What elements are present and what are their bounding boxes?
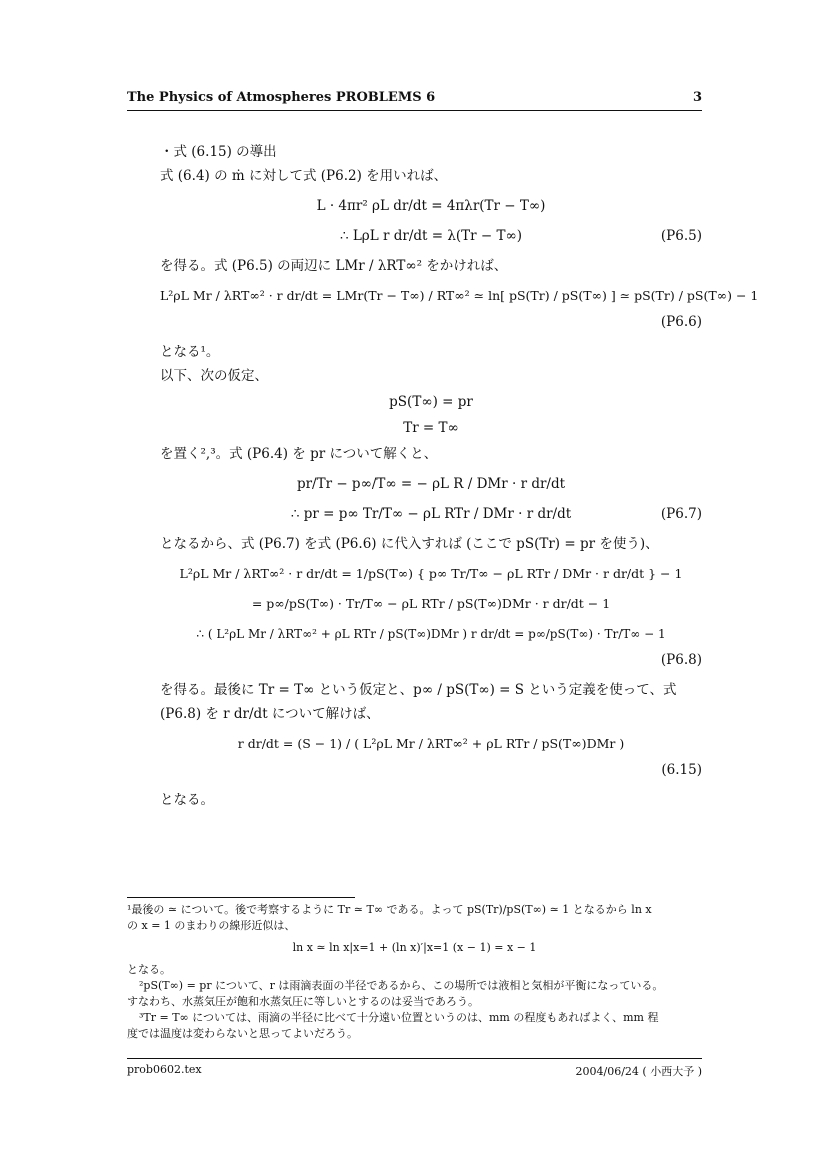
footnote-rule	[127, 897, 355, 898]
equation-number-row	[160, 310, 702, 334]
equation	[160, 472, 702, 496]
equation-text: = p∞/pS(T∞) · Tr/T∞ − ρL RTr / pS(T∞)DMr · r dr/dt − 1	[251, 596, 611, 611]
footnote-line: ³Tr = T∞ については、雨滴の半径に比べて十分遠い位置というのは、mm の程度もあればよく、mm 程	[139, 1011, 659, 1024]
paragraph: を得る。最後に Tr = T∞ という仮定と、p∞ / pS(T∞) = S という定義を使って、式	[160, 682, 677, 698]
paragraph: となる。	[160, 792, 214, 808]
page-number: 3	[692, 90, 702, 105]
footer-rule	[127, 1058, 702, 1059]
equation-text: L²ρL Mr / λRT∞² · r dr/dt = LMr(Tr − T∞) / RT∞² ≃ ln[ pS(Tr) / pS(T∞) ] ≃ pS(Tr) / pS(T∞) − 1	[160, 288, 759, 303]
paragraph: (P6.8) を r dr/dt について解けば、	[160, 706, 380, 722]
equation-number: (P6.7)	[660, 506, 702, 522]
equation	[160, 732, 702, 756]
footnote-line: 度では温度は変わらないと思ってよいだろう。	[127, 1027, 358, 1040]
footnote-line: となる。	[127, 963, 171, 976]
equation-number: (P6.5)	[660, 228, 702, 244]
equation-number-row	[160, 648, 702, 672]
equation-text: L · 4πr² ρL dr/dt = 4πλr(Tr − T∞)	[316, 198, 546, 214]
running-title: The Physics of Atmospheres PROBLEMS 6	[127, 90, 436, 105]
footnotes	[127, 902, 702, 1042]
equation	[160, 622, 702, 646]
date-author: 2004/06/24 ( 小西大予 )	[575, 1065, 702, 1078]
equation-text: ∴ pr = p∞ Tr/T∞ − ρL RTr / DMr · r dr/dt	[290, 506, 572, 522]
equation	[160, 284, 759, 308]
equation-text: r dr/dt = (S − 1) / ( L²ρL Mr / λRT∞² + ρL RTr / pS(T∞)DMr )	[237, 736, 625, 751]
header-rule	[127, 110, 702, 111]
footnote-line: ¹最後の ≃ について。後で考察するように Tr ≃ T∞ である。よって pS(Tr)/pS(T∞) ≃ 1 となるから ln x	[127, 903, 652, 916]
equation-text: L²ρL Mr / λRT∞² · r dr/dt = 1/pS(T∞) { p∞ Tr/T∞ − ρL RTr / DMr · r dr/dt } − 1	[179, 566, 683, 581]
equation	[160, 592, 702, 616]
footnote-line: すなわち、水蒸気圧が飽和水蒸気圧に等しいとするのは妥当であろう。	[127, 995, 479, 1008]
paragraph: 式 (6.4) の ṁ に対して式 (P6.2) を用いれば、	[160, 168, 448, 184]
section-heading: ・式 (6.15) の導出	[160, 144, 277, 160]
equation-text: ∴ LρL r dr/dt = λ(Tr − T∞)	[339, 228, 523, 244]
equation-text: pS(T∞) = pr	[389, 394, 473, 410]
equation	[160, 194, 702, 218]
source-file: prob0602.tex	[127, 1063, 202, 1076]
paragraph: 以下、次の仮定、	[160, 368, 268, 384]
paragraph: を得る。式 (P6.5) の両辺に LMr / λRT∞² をかければ、	[160, 258, 508, 274]
page-body	[160, 140, 759, 812]
assumption	[160, 416, 702, 440]
equation-number: (P6.8)	[660, 652, 702, 668]
equation-number: (P6.6)	[660, 314, 702, 330]
equation-text: ∴ ( L²ρL Mr / λRT∞² + ρL RTr / pS(T∞)DMr ) r dr/dt = p∞/pS(T∞) · Tr/T∞ − 1	[196, 627, 666, 641]
paragraph: となるから、式 (P6.7) を式 (P6.6) に代入すれば (ここで pS(Tr) = pr を使う)、	[160, 536, 659, 552]
paragraph: となる¹。	[160, 344, 220, 360]
equation	[160, 562, 702, 586]
equation	[160, 502, 702, 526]
equation-text: pr/Tr − p∞/T∞ = − ρL R / DMr · r dr/dt	[296, 476, 566, 492]
equation	[160, 224, 702, 248]
footnote-line: の x = 1 のまわりの線形近似は、	[127, 919, 296, 932]
paragraph: を置く²,³。式 (P6.4) を pr について解くと、	[160, 446, 438, 462]
equation-number-row	[160, 758, 702, 782]
footnote-line: ²pS(T∞) = pr について、r は雨滴表面の半径であるから、この場所では液相と気相が平衡になっている。	[139, 979, 664, 992]
equation-text: Tr = T∞	[403, 420, 459, 436]
assumption	[160, 390, 702, 414]
equation-number: (6.15)	[661, 762, 702, 778]
footnote-equation: ln x ≃ ln x|x=1 + (ln x)′|x=1 (x − 1) = x − 1	[292, 941, 537, 954]
